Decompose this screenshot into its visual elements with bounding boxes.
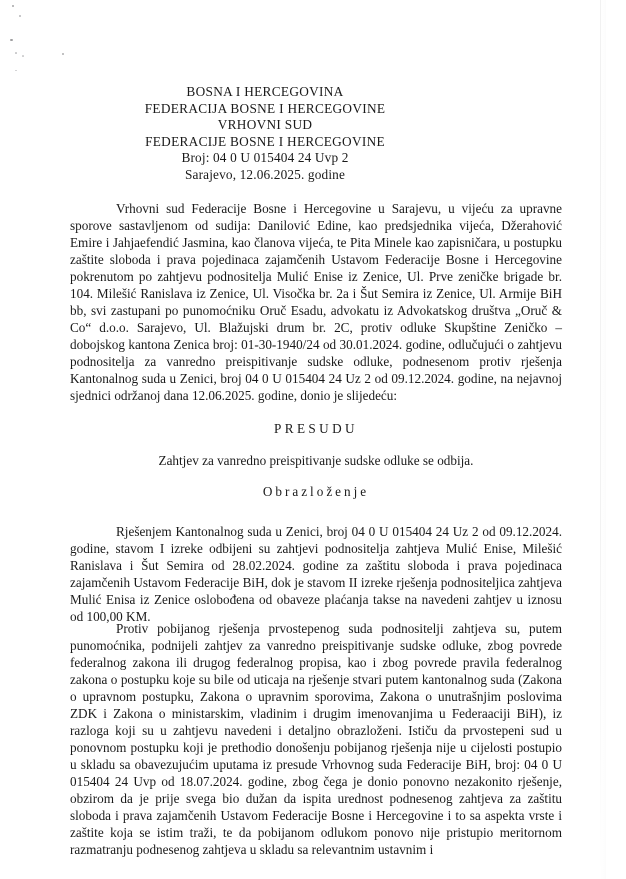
page-edge-gradient	[600, 0, 606, 879]
scan-speckle	[19, 15, 21, 17]
scan-speckle	[12, 5, 14, 7]
scan-speckle	[22, 55, 24, 57]
intro-paragraph: Vrhovni sud Federacije Bosne i Hercegovine u Sarajevu, u vijeću za upravne sporove sastavljenom od sudija: Danilović Edine, kao predsjednika vijeća, Džerahović Emire i Jahjaefendić Jasmina, kao članova vijeća, te Pita Minele kao zapisničara, u postupku zaštite sloboda i prava pojedinaca zajamčenih Ustavom Federacije Bosne i Hercegovine pokrenutom po zahtjevu podnositelja Mulić Enise iz Zenice, Ul. Prve zeničke brigade br. 104. Milešić Ranislava iz Zenice, Ul. Visočka br. 2a i Šut Semira iz Zenice, Ul. Armije BiH bb, svi zastupani po punomoćniku Oruč Esadu, advokatu iz Advokatskog društva „Oruč & Co“ d.o.o. Sarajevo, Ul. Blažujski drum br. 2C, protiv odluke Skupštine Zeničko – dobojskog kantona Zenica broj: 01-30-1940/24 od 30.01.2024. godine, odlučujući o zahtjevu podnositelja za vanredno preispitivanje sudske odluke, podnesenom protiv rješenja Kantonalnog suda u Zenici, broj 04 0 U 015404 24 Uz 2 od 09.12.2024. godine, na nejavnoj sjednici održanoj dana 12.06.2025. godine, donio je slijedeću:	[70, 201, 562, 403]
scan-speckle	[62, 53, 64, 55]
scan-speckle	[15, 52, 17, 54]
letterhead-court-federation: FEDERACIJE BOSNE I HERCEGOVINE	[145, 133, 385, 149]
letterhead-country: BOSNA I HERCEGOVINA	[186, 84, 344, 99]
letterhead-federation: FEDERACIJA BOSNE I HERCEGOVINE	[144, 100, 386, 116]
reasoning-paragraph-2: Protiv pobijanog rješenja prvostepenog suda podnositelji zahtjeva su, putem punomoćnika, podnijeli zahtjev za vanredno preispitivanje sudske odluke, zbog povrede federalnog zakona ili drugog federalnog propisa, kao i zbog povrede pravila federalnog zakona o postupku koje su bile od uticaja na rješenje stvari putem kantonalnog suda (Zakona o upravnom postupku, Zakona o upravnim sporovima, Zakona o unutrašnjim poslovima ZDK i Zakona o ministarskim, vladinim i drugim imenovanjima u Federaaciji BiH), iz razloga koji su u zahtjevu navedeni i detaljno obrazloženi. Ističu da prvostepeni sud u ponovnom postupku koji je prethodio donošenju pobijanog rješenja nije u cijelosti postupio u skladu sa obavezujućim uputama iz presude Vrhovnog suda Federacije BiH, broj: 04 0 U 015404 24 Uvp od 18.07.2024. godine, zbog čega je donio ponovno nezakonito rješenje, obzirom da je prije svega bio dužan da ispita urednost podnesenog zahtjeva za zaštitu sloboda i prava zajamčenih Ustavom Federacije Bosne i Hercegovine i to sa aspekta vrste i zaštite koja se istim traži, te da pobijanom odlukom ponovo nije pristupio meritornom razmatranju podnesenog zahtjeva u skladu sa relevantnim ustavnim i	[70, 621, 562, 857]
scan-speckle	[10, 39, 13, 41]
reasoning-paragraph-1: Rješenjem Kantonalnog suda u Zenici, broj 04 0 U 015404 24 Uz 2 od 09.12.2024. godine, stavom I izreke odbijeni su zahtjevi podnositelja zahtjeva Mulić Enise, Milešić Ranislava i Šut Semira od 28.02.2024. godine za zaštitu sloboda i prava pojedinaca zajamčenih Ustavom Federacije BiH, dok je stavom II izreke rješenja podnositeljica zahtjeva Mulić Enisa iz Zenice oslobođena od obaveze plaćanja takse na navedeni zahtjev u iznosu od 100,00 KM.	[70, 524, 562, 624]
heading-judgment: PRESUDU	[274, 421, 358, 436]
letterhead-court: VRHOVNI SUD	[217, 117, 313, 133]
letterhead	[70, 84, 460, 184]
place-and-date: Sarajevo, 12.06.2025. godine	[184, 166, 346, 182]
heading-reasoning: Obrazloženje	[262, 484, 370, 499]
operative-part: Zahtjev za vanredno preispitivanje sudske odluke se odbija.	[158, 453, 474, 468]
scan-speckle	[15, 70, 17, 71]
case-number: Broj: 04 0 U 015404 24 Uvp 2	[181, 150, 349, 166]
